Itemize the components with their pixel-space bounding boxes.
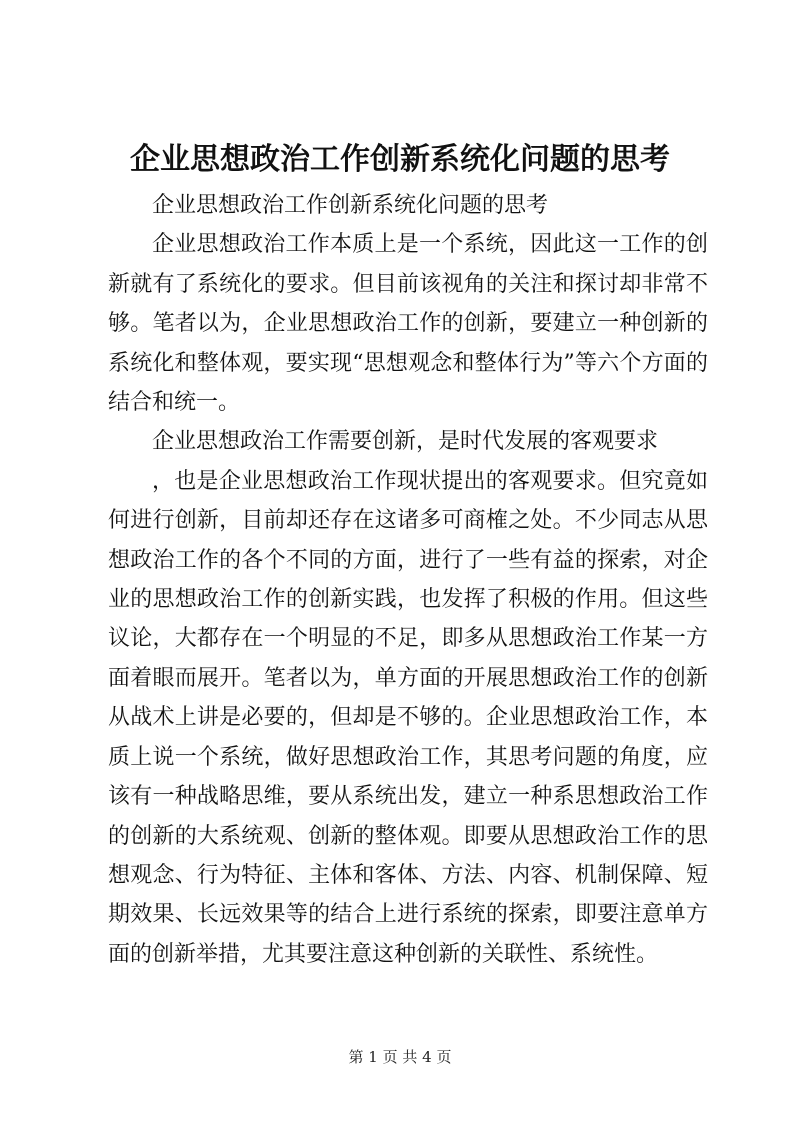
paragraph-heading: 企业思想政治工作需要创新，是时代发展的客观要求 <box>152 429 659 455</box>
paragraph-abstract: 企业思想政治工作本质上是一个系统，因此这一工作的创新就有了系统化的要求。但目前该视角的关注和探讨却非常不够。笔者以为，企业思想政治工作的创新，要建立一种创新的系统化和整体观，要实现“思想观念和整体行为”等六个方面的结合和统一。 <box>108 232 708 416</box>
paragraph-main: ，也是企业思想政治工作现状提出的客观要求。但究竟如何进行创新，目前却还存在这诸多可商榷之处。不少同志从思想政治工作的各个不同的方面，进行了一些有益的探索，对企业的思想政治工作的创新实践，也发挥了积极的作用。但这些议论，大都存在一个明显的不足，即多从思想政治工作某一方面着眼而展开。笔者以为，单方面的开展思想政治工作的创新从战术上讲是必要的，但却是不够的。企业思想政治工作，本质上说一个系统，做好思想政治工作，其思考问题的角度，应该有一种战略思维，要从系统出发，建立一种系思想政治工作的创新的大系统观、创新的整体观。即要从思想政治工作的思想观念、行为特征、主体和客体、方法、内容、机制保障、短期效果、长远效果等的结合上进行系统的探索，即要注意单方面的创新举措，尤其要注意这种创新的关联性、系统性。 <box>108 468 708 967</box>
page-footer: 第 1 页 共 4 页 <box>348 1048 452 1066</box>
paragraph-subtitle: 企业思想政治工作创新系统化问题的思考 <box>152 193 549 218</box>
document-title: 企业思想政治工作创新系统化问题的思考 <box>130 142 670 177</box>
document-body <box>108 186 708 974</box>
